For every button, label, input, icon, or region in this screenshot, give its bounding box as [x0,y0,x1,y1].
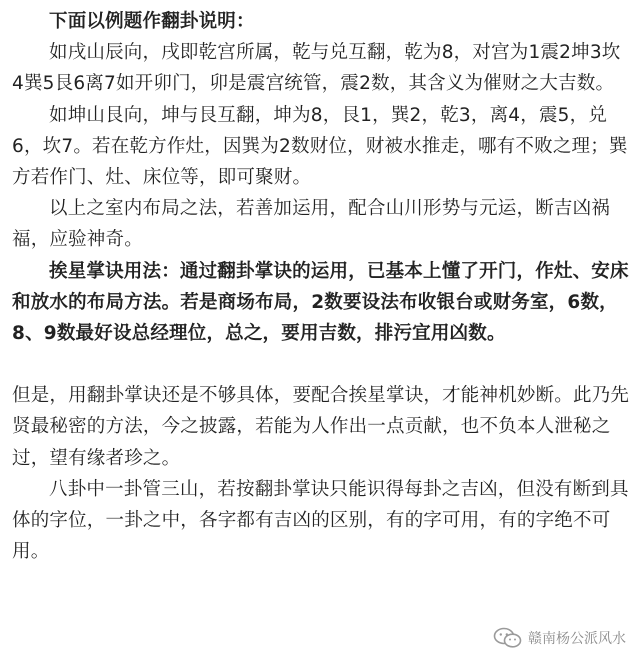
watermark-text: 赣南杨公派风水 [528,631,626,647]
paragraph-summary: 以上之室内布局之法，若善加运用，配合山川形势与元运，断吉凶祸福，应验神奇。 [12,198,611,251]
article-body [12,6,630,567]
paragraph-heading: 下面以例题作翻卦说明： [49,11,255,32]
paragraph-example-2: 如坤山艮向，坤与艮互翻，坤为8，艮1，巽2，乾3，离4，震5，兑6，坎7。若在乾方作灶，因巽为2数财位，财被水推走，哪有不败之理；巽方若作门、灶、床位等，即可聚财。 [12,104,628,189]
paragraph-usage: 挨星掌诀用法：通过翻卦掌诀的运用，已基本上懂了开门，作灶、安床和放水的布局方法。若是商场布局，2数要设法布收银台或财务室，6数，8、9数最好设总经理位，总之，要用吉数，排污宜用凶数。 [12,260,629,345]
paragraph-spacer [12,349,630,380]
paragraph-method: 但是，用翻卦掌诀还是不够具体，要配合挨星掌诀，才能神机妙断。此乃先贤最秘密的方法，今之披露，若能为人作出一点贡献，也不负本人泄秘之过，望有缘者珍之。 [12,385,630,469]
paragraph-bagua: 八卦中一卦管三山，若按翻卦掌诀只能识得每卦之吉凶，但没有断到具体的字位，一卦之中，各字都有吉凶的区别，有的字可用，有的字绝不可用。 [12,478,629,563]
watermark [493,627,626,649]
paragraph-example-1: 如戌山辰向，戌即乾宫所属，乾与兑互翻，乾为8，对宫为1震2坤3坎4巽5艮6离7如开卯门，卯是震宫统管，震2数，其含义为催财之大吉数。 [12,42,621,95]
wechat-icon [493,627,523,649]
